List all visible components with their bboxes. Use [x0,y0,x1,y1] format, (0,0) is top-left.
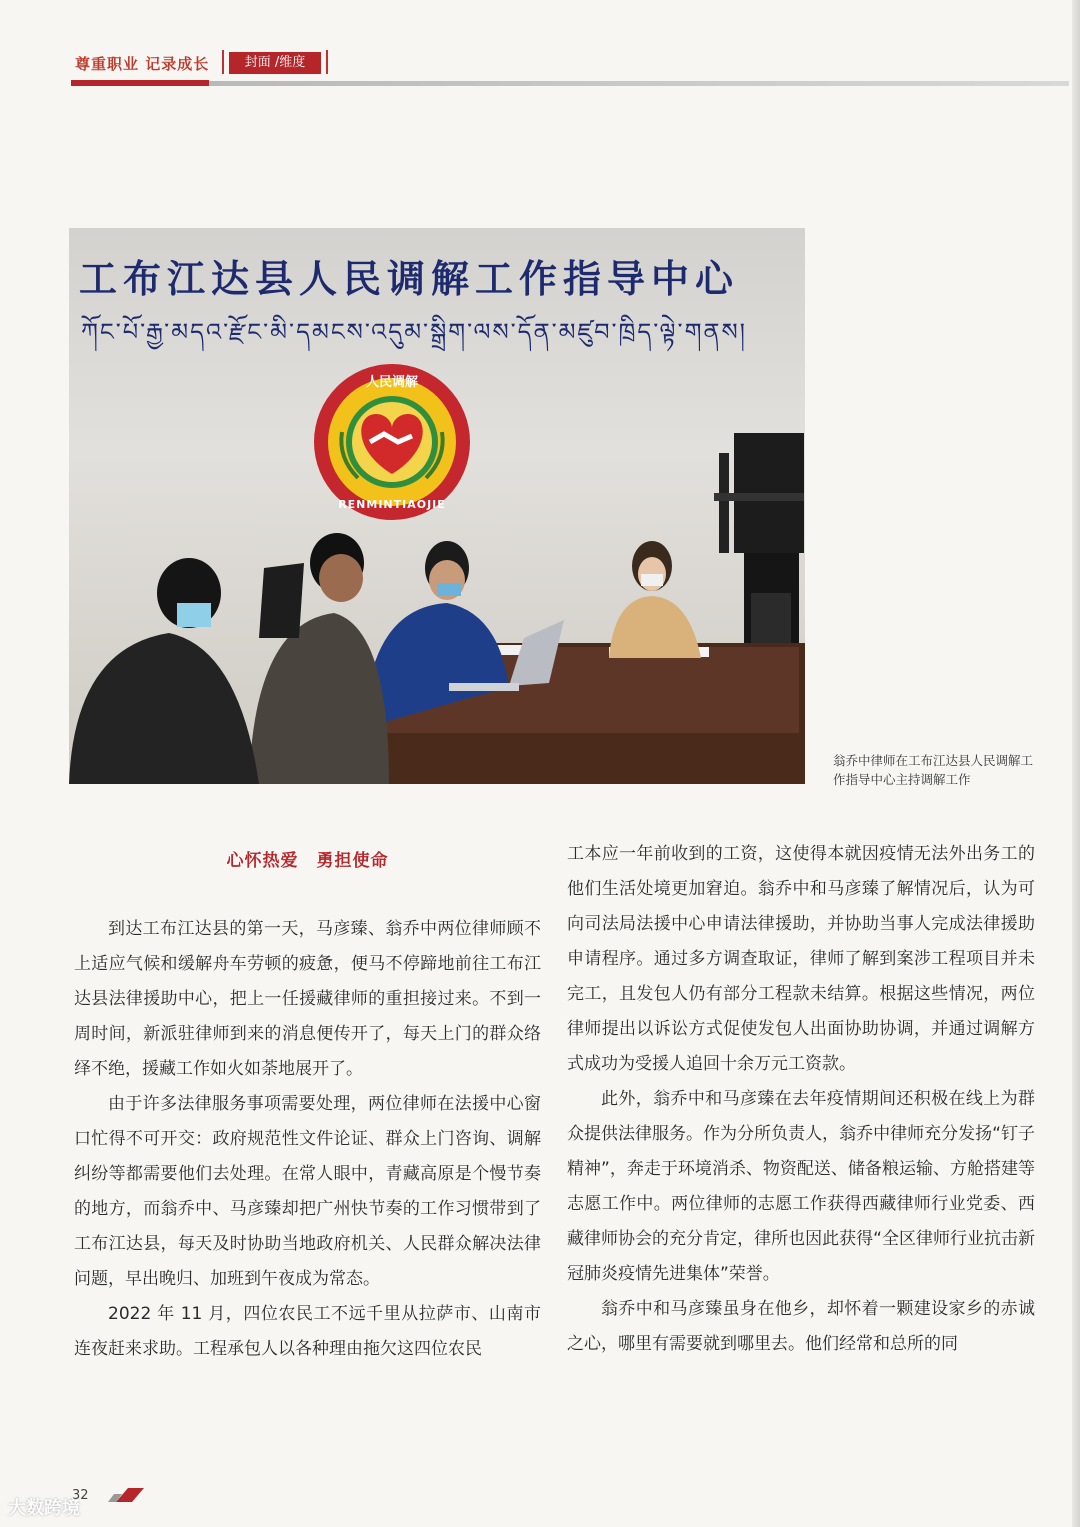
emblem-bottom-text: RENMINTIAOJIE [338,498,446,511]
page-edge [1072,0,1080,1527]
header-rule [209,81,1069,86]
section-title: 心怀热爱 勇担使命 [226,851,389,871]
paragraph: 到达工布江达县的第一天，马彦臻、翁乔中两位律师顾不上适应气候和缓解舟车劳顿的疲惫，便马不停蹄地前往工布江达县法律援助中心，把上一任援藏律师的重担接过来。不到一周时间，新派驻律师到来的消息便传开了，每天上门的群众络绎不绝，援藏工作如火如荼地展开了。 [74,919,541,1079]
watermark: 大数跨境 [8,1498,80,1519]
header-slogan: 尊重职业 记录成长 [75,55,210,73]
footer-stripe-icon [108,1488,144,1502]
header-rule-accent [71,80,209,86]
page-number: 32 [72,1488,89,1503]
wall-sign-tibetan: ཀོང་པོ་རྒྱ་མདའ་རྫོང་མི་དམངས་འདུམ་སྒྲིག་ལས་དོན་མཛུབ་ཁྲིད་ལྟེ་གནས། [81,318,748,346]
article-photo [69,228,805,784]
paragraph: 翁乔中和马彦臻虽身在他乡，却怀着一颗建设家乡的赤诚之心，哪里有需要就到哪里去。他们经常和总所的同 [567,1299,1035,1354]
photo-caption: 翁乔中律师在工布江达县人民调解工作指导中心主持调解工作 [833,753,1034,787]
wall-sign-chinese: 工布江达县人民调解工作指导中心 [79,257,740,301]
paragraph: 此外，翁乔中和马彦臻在去年疫情期间还积极在线上为群众提供法律服务。作为分所负责人，翁乔中律师充分发扬“钉子精神”，奔走于环境消杀、物资配送、储备粮运输、方舱搭建等志愿工作中。两位律师的志愿工作获得西藏律师行业党委、西藏律师协会的充分肯定，律所也因此获得“全区律师行业抗击新冠肺炎疫情先进集体”荣誉。 [567,1089,1035,1284]
right-column [567,837,1035,1362]
section-badge: 封面 /维度 [229,52,321,74]
header-divider [326,50,328,74]
paragraph-continuation: 工本应一年前收到的工资，这使得本就因疫情无法外出务工的他们生活处境更加窘迫。翁乔中和马彦臻了解情况后，认为可向司法局法援中心申请法律援助，并协助当事人完成法律援助申请程序。通过多方调查取证，律师了解到案涉工程项目并未完工，且发包人仍有部分工程款未结算。根据这些情况，两位律师提出以诉讼方式促使发包人出面协助协调，并通过调解方式成功为受援人追回十余万元工资款。 [567,844,1035,1074]
left-column [74,912,541,1367]
people-in-photo [69,228,805,784]
paragraph: 由于许多法律服务事项需要处理，两位律师在法援中心窗口忙得不可开交：政府规范性文件论证、群众上门咨询、调解纠纷等都需要他们去处理。在常人眼中，青藏高原是个慢节奏的地方，而翁乔中、马彦臻却把广州快节奏的工作习惯带到了工布江达县，每天及时协助当地政府机关、人民群众解决法律问题，早出晚归、加班到午夜成为常态。 [74,1094,541,1289]
emblem-top-text: 人民调解 [365,375,419,390]
header-divider [222,50,224,74]
paragraph: 2022 年 11 月，四位农民工不远千里从拉萨市、山南市连夜赶来求助。工程承包人以各种理由拖欠这四位农民 [74,1304,541,1359]
